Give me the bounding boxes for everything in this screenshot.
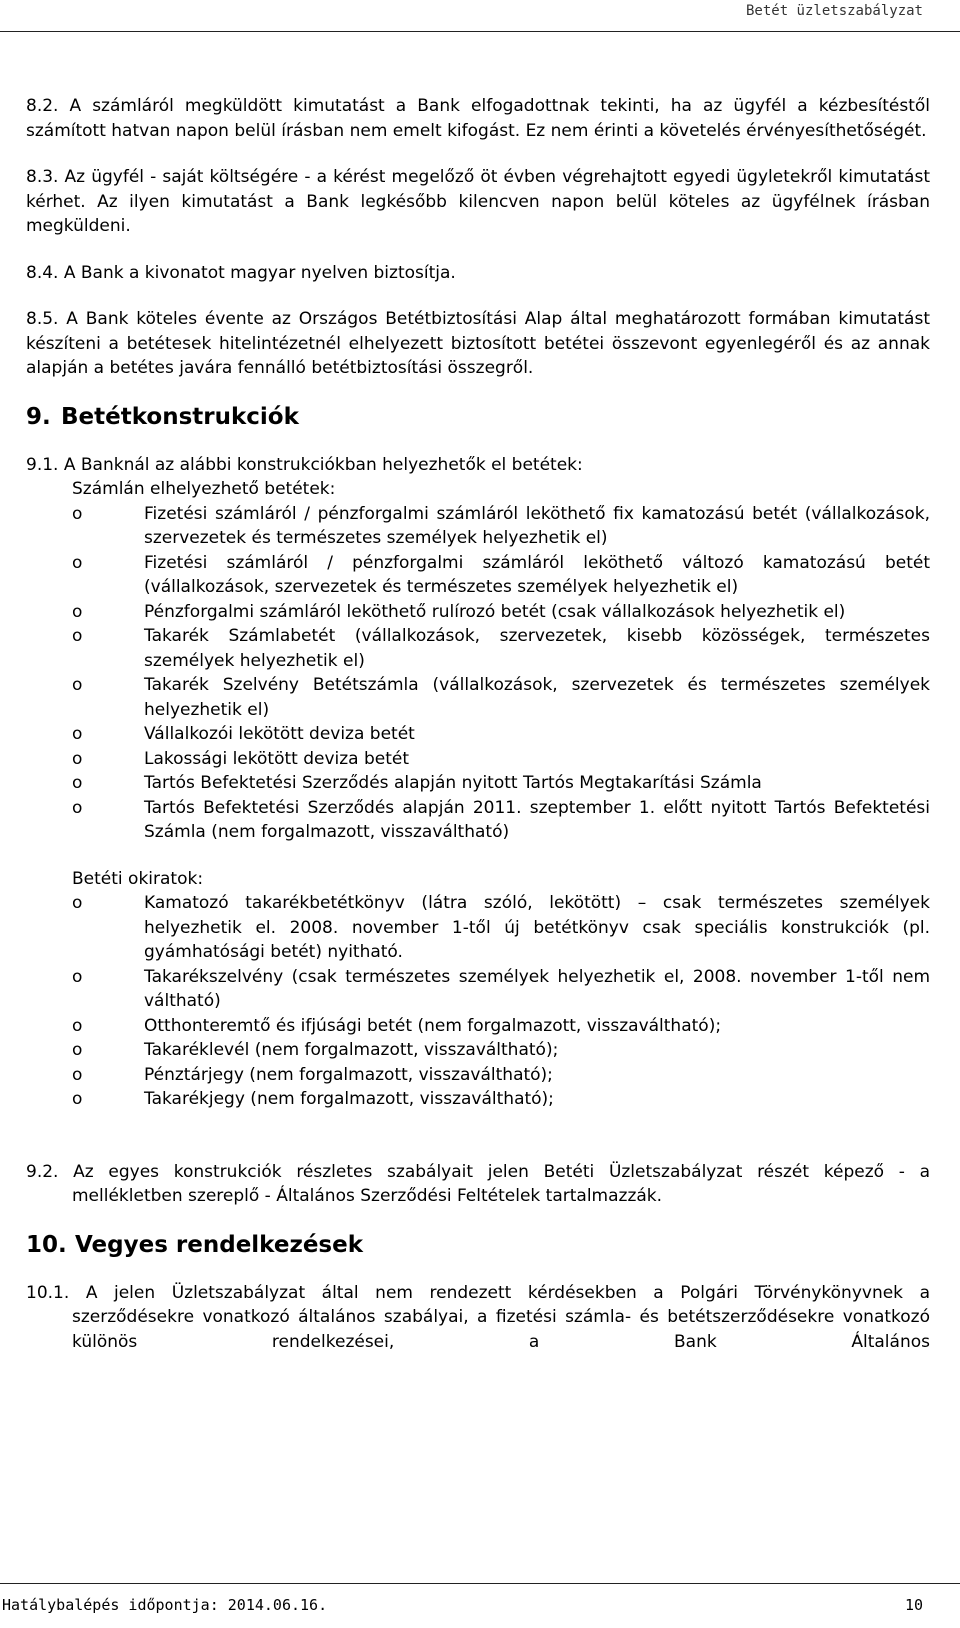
deposit-deeds-list xyxy=(26,891,930,1112)
list-item: o Pénztárjegy (nem forgalmazott, visszaváltható); xyxy=(72,1063,930,1088)
bullet-marker: o xyxy=(72,1040,83,1060)
paragraph-8-2: 8.2. A számláról megküldött kimutatást a Bank elfogadottnak tekinti, ha az ügyfél a kézbesítéstől számított hatvan napon belül írásban nem emelt kifogást. Ez nem érinti a követelés érvényesíthetőségét. xyxy=(26,96,930,141)
account-deposits-heading: Számlán elhelyezhető betétek: xyxy=(72,479,336,499)
paragraph-9-2: 9.2. Az egyes konstrukciók részletes szabályait jelen Betéti Üzletszabályzat részét képező - a mellékletben szereplő - Általános Szerződési Feltételek tartalmazzák. xyxy=(26,1161,930,1206)
paragraph-10-1: 10.1. A jelen Üzletszabályzat által nem rendezett kérdésekben a Polgári Törvénykönyvnek a szerződésekre vonatkozó általános szabályai, a fizetési számla- és betétszerződésekre vonatkozó különös rendelkezései, a Bank Általános xyxy=(26,1282,930,1352)
effective-date: Hatálybalépés időpontja: 2014.06.16. xyxy=(2,1596,328,1614)
bullet-marker: o xyxy=(72,893,83,913)
account-deposits-list xyxy=(26,502,930,845)
list-item: o Vállalkozói lekötött deviza betét xyxy=(72,722,930,747)
bullet-marker: o xyxy=(72,552,83,573)
list-item: o Pénzforgalmi számláról leköthető rulírozó betét (csak vállalkozások helyezhetik el) xyxy=(72,600,930,625)
bullet-marker: o xyxy=(72,675,83,695)
list-item: o Takaréklevél (nem forgalmazott, visszaváltható); xyxy=(72,1038,930,1063)
document-body xyxy=(26,94,930,1354)
bullet-marker: o xyxy=(72,797,83,818)
list-item: o Takarék Számlabetét (vállalkozások, szervezetek, kisebb közösségek, természetes személyek helyezhetik el) xyxy=(72,626,930,671)
paragraph-8-5: 8.5. A Bank köteles évente az Országos Betétbiztosítási Alap által meghatározott formában kimutatást készíteni a betétesek hitelintézetnél elhelyezett biztosított betétei összevont egyenlegéről és az annak alapján a betétes javára fennálló betétbiztosítási összegről. xyxy=(26,309,930,378)
bullet-marker: o xyxy=(72,1064,83,1085)
bullet-marker: o xyxy=(72,724,83,744)
list-item: o Kamatozó takarékbetétkönyv (látra szóló, lekötött) – csak természetes személyek helyezhetik el. 2008. november 1-től új betétkönyv csak speciális konstrukciók (pl. gyámhatósági betét) nyitható. xyxy=(72,893,930,962)
list-item: o Takarék Szelvény Betétszámla (vállalkozások, szervezetek és természetes személyek helyezhetik el) xyxy=(72,675,930,720)
bullet-marker: o xyxy=(72,601,83,622)
list-item: o Takarékjegy (nem forgalmazott, visszaváltható); xyxy=(72,1087,930,1112)
footer-rule xyxy=(0,1583,960,1584)
bullet-marker: o xyxy=(72,1015,83,1036)
paragraph-8-4: 8.4. A Bank a kivonatot magyar nyelven biztosítja. xyxy=(26,262,456,283)
running-header: Betét üzletszabályzat xyxy=(745,3,923,19)
list-item: o Takarékszelvény (csak természetes személyek helyezhetik el, 2008. november 1-től nem váltható) xyxy=(72,966,930,1011)
list-item: o Fizetési számláról / pénzforgalmi számláról leköthető változó kamatozású betét (vállalkozások, szervezetek és természetes személyek helyezhetik el) xyxy=(72,552,930,597)
bullet-marker: o xyxy=(72,773,83,793)
paragraph-8-3: 8.3. Az ügyfél - saját költségére - a kérést megelőző öt évben végrehajtott egyedi ügyletekről kimutatást kérhet. Az ilyen kimutatást a Bank legkésőbb kilencven napon belül köteles az ügyfélnek írásban megküldeni. xyxy=(26,167,930,236)
bullet-marker: o xyxy=(72,626,83,646)
page-number: 10 xyxy=(904,1596,923,1614)
bullet-marker: o xyxy=(72,1089,83,1109)
header-rule xyxy=(0,31,960,32)
list-item: o Otthonteremtő és ifjúsági betét (nem forgalmazott, visszaváltható); xyxy=(72,1014,930,1039)
list-item: o Lakossági lekötött deviza betét xyxy=(72,747,930,772)
paragraph-9-1: 9.1. A Banknál az alábbi konstrukciókban helyezhetők el betétek: xyxy=(26,454,583,475)
list-item: o Tartós Befektetési Szerződés alapján 2011. szeptember 1. előtt nyitott Tartós Befektetési Számla (nem forgalmazott, visszaváltható) xyxy=(72,797,930,842)
section-10-heading xyxy=(26,1231,930,1259)
deposit-deeds-heading: Betéti okiratok: xyxy=(72,868,204,889)
bullet-marker: o xyxy=(72,966,83,987)
section-9-number: 9. xyxy=(26,403,51,430)
section-9-heading xyxy=(26,403,930,431)
bullet-marker: o xyxy=(72,503,83,524)
bullet-marker: o xyxy=(72,748,83,769)
section-10-title: Vegyes rendelkezések xyxy=(75,1231,364,1258)
section-9-title: Betétkonstrukciók xyxy=(61,403,299,430)
list-item: o Tartós Befektetési Szerződés alapján nyitott Tartós Megtakarítási Számla xyxy=(72,771,930,796)
section-10-number: 10. xyxy=(26,1231,67,1258)
list-item: o Fizetési számláról / pénzforgalmi számláról leköthető fix kamatozású betét (vállalkozások, szervezetek és természetes személyek helyezhetik el) xyxy=(72,503,930,548)
